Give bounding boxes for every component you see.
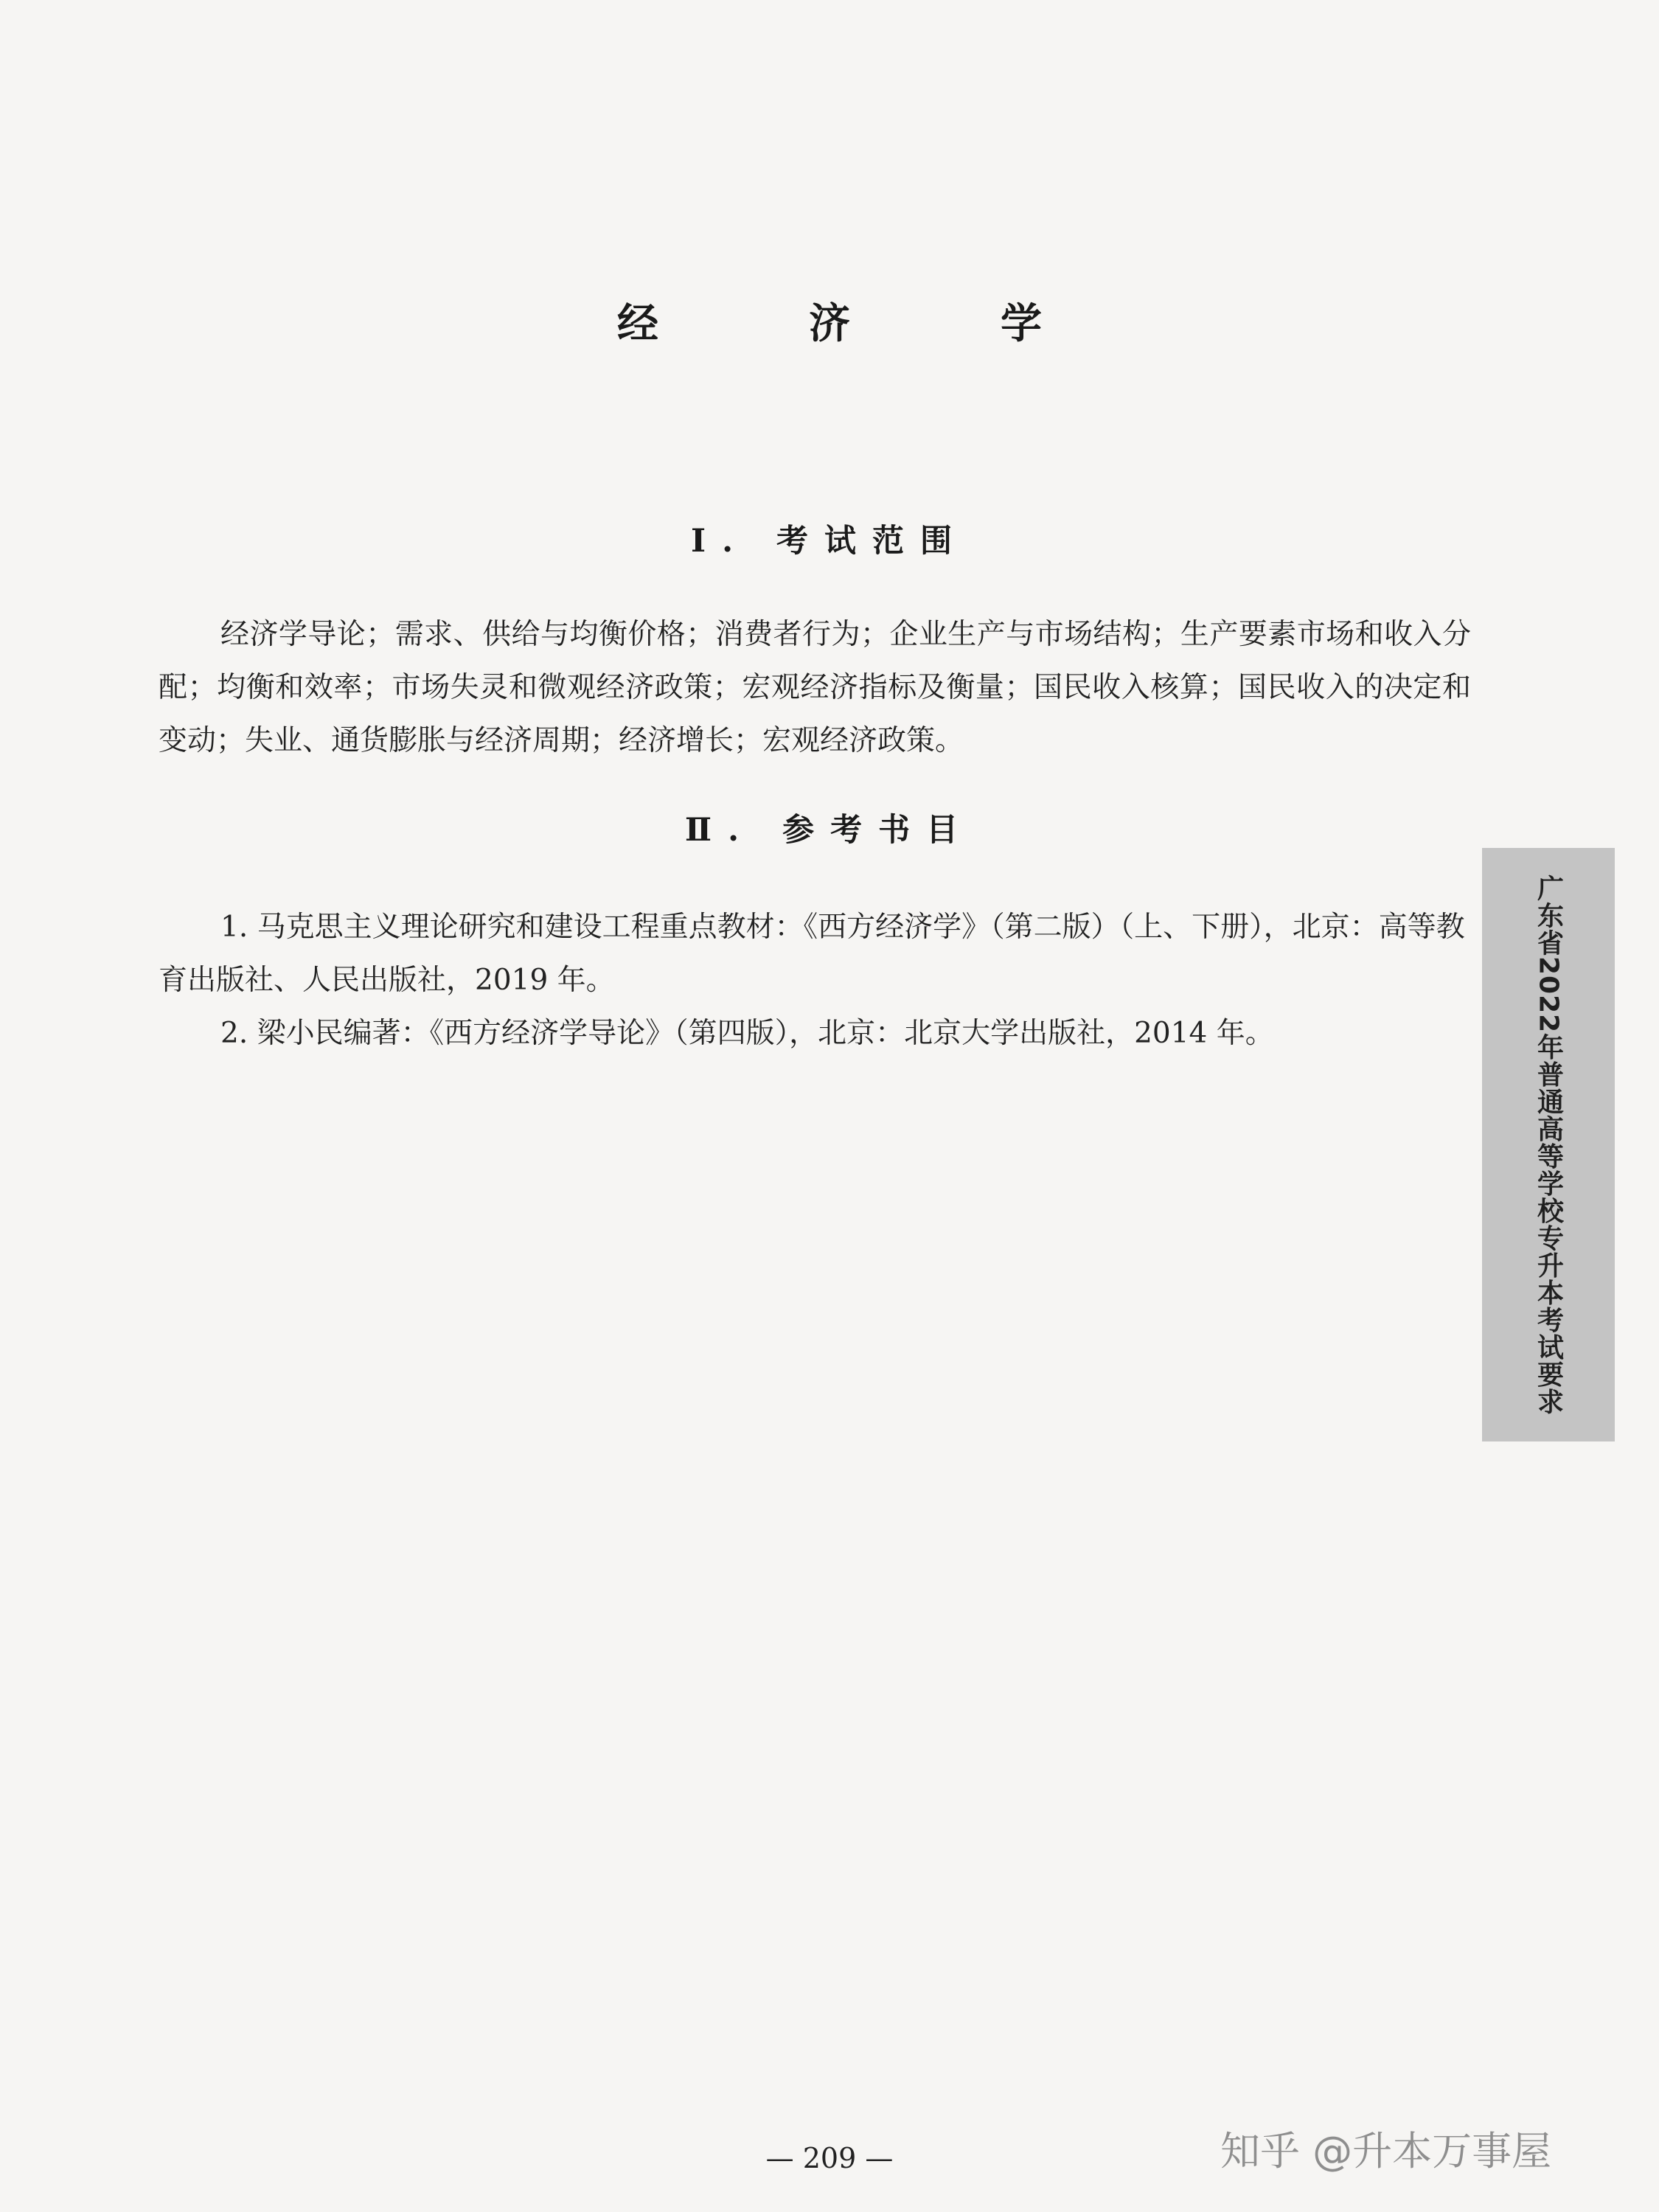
page-number: — 209 — xyxy=(765,2142,894,2174)
side-tab-label: 广东省2022年普通高等学校专升本考试要求 xyxy=(1533,874,1564,1416)
watermark: 知乎 @升本万事屋 xyxy=(1220,2128,1552,2174)
reference-item: 1. 马克思主义理论研究和建设工程重点教材：《西方经济学》（第二版）（上、下册），北京：高等教育出版社、人民出版社，2019 年。 xyxy=(159,911,1465,997)
side-tab xyxy=(1482,848,1615,1441)
reference-item: 2. 梁小民编著：《西方经济学导论》（第四版），北京：北京大学出版社，2014 年。 xyxy=(220,1017,1274,1050)
scope-body xyxy=(159,608,1471,768)
section-heading-references: Ⅱ. 参考书目 xyxy=(684,812,975,849)
section-heading-scope: Ⅰ. 考试范围 xyxy=(690,523,969,560)
document-title: 经 济 学 xyxy=(617,299,1096,348)
reference-list xyxy=(159,901,1471,1060)
scope-paragraph: 经济学导论；需求、供给与均衡价格；消费者行为；企业生产与市场结构；生产要素市场和收入分配；均衡和效率；市场失灵和微观经济政策；宏观经济指标及衡量；国民收入核算；国民收入的决定和变动；失业、通货膨胀与经济周期；经济增长；宏观经济政策。 xyxy=(159,618,1471,757)
